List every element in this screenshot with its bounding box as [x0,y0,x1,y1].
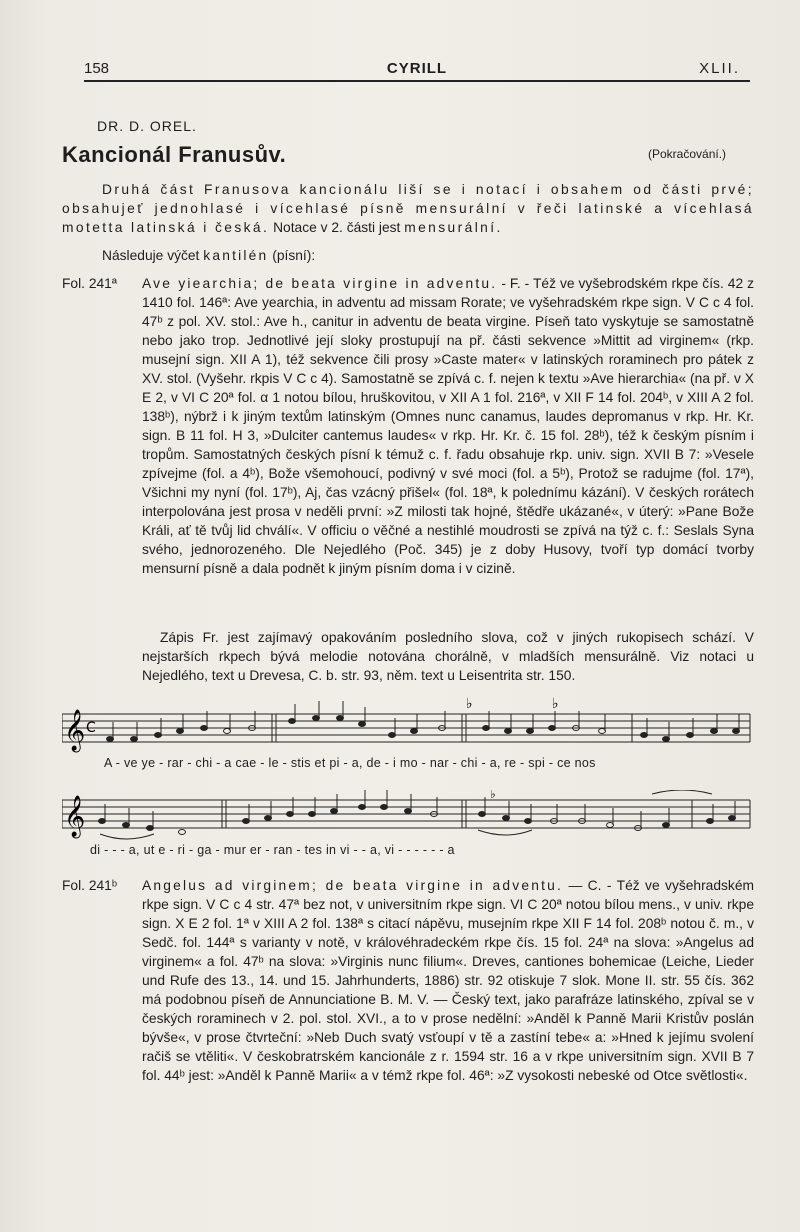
volume-number: XLII. [699,60,740,77]
entry-text [142,876,754,1085]
entry-text [142,274,754,578]
list-intro-note: (písní): [272,248,316,263]
entry-body: - F. - Též ve vyšebrodském rkpe čís. 42 z 1410 fol. 146ª: Ave yearchia, in adventu ad missam Rorate; ve vyšehradském rkpe sign. V C c 4 fol. 47ᵇ z pol. XV. stol.: Ave h., canitur in adventu de beata virgine. Píseň tato vyskytuje se samostatně nebo jako trop. Jednotlivé její sloky prostupují na př. části sekvence »Mittit ad virginem« (rkp. musejní sign. XII A 1), též sekvence čili prosy »Caste mater« v latinských roraminech pro pátek z XV. stol. (Vyšehr. rkpis V C c 4). Samostatně se zpívá c. f. nejen k textu »Ave hierarchia« (na př. v X E 2, v VI C 20ª fol. α 1 notou bílou, hruškovitou, v XII A 1 fol. 216ª, v XII F 14 fol. 204ᵇ, v XIII A 2 fol. 138ᵇ), nýbrž i k jiným textům latinským (Omnes nunc canamus, laudes depromanus v rkp. Hr. Kr. sign. B 11 fol. H 3, »Dulciter cantemus laudes« v rkp. Hr. Kr. č. 15 fol. 28ᵇ), též k českým písním i tropům. Samostatných českých písní k témuž c. f. řadu obsahuje rkp. univ. sign. XVII B 7: »Vesele zpívejme (fol. a 4ᵇ), Bože všemohoucí, podivný v své moci (fol. a 5ᵇ), Protož se radujme (fol. 17ª), Všichni my nyní (fol. 17ᵇ), Aj, čas vzácný přišel« (fol. 18ª, k polednímu kázání). V českých rorátech interpolována jest prosa v neděli první: »Z milosti tak hojné, štědře ukázané«, v úterý: »Pane Bože Králi, ať tě tvůj lid chválí«. V officiu o věčné a nestihlé moudrosti se zpívá na týž c. f.: Seslals Syna svého, jednorozeného. Dle Nejedlého (Poč. 345) je z doby Husovy, tvoří typ domácí tvorby mensurní písně a dala podnět k jiným písním doma i v cizině. [142,276,755,576]
treble-clef-icon: 𝄞 [64,710,86,751]
entry-body: — C. - Též ve vyšehradském rkpe sign. V C c 4 str. 47ª bez not, v universitním rkpe sign. VI C 20ª notou bílou mens., v univ. rkpe sign. X E 2 fol. 1ª v XIII A 2 fol. 138ª s citací nápěvu, musejním rkpe XII F 14 fol. 208ᵇ notou č. m., v Sedč. fol. 144ª s varianty v notě, v královéhradeckém rkpe čís. 15 fol. 24ª na slova: »Angelus ad virginem« a fol. 47ᵇ na slova: »Virginis nunc filium«. Dreves, cantiones bohemicae (Leiche, Lieder und Rufe des 13., 14. und 15. Jahrhunderts, 1886) str. 92 otiskuje 7 slok. Mone II. str. 55 čís. 362 má podobnou píseň de Annunciatione B. M. V. — Český text, jako parafráze latinského, zpíval se v českých roraminech v 2. pol. stol. XVI., a to v prose nedělní: »Anděl k Panně Marii Kristův poslán bývše«, v prose čtvrteční: »Neb Duch svatý vsťoupí v tě a zastíní tebe« a: »Hned k jejímu svolení račiš se vtěliti«. V českobratrském kancionále z r. 1594 str. 16 a v rkpe universitním sign. XVII B 7 fol. 44ᵇ jest: »Anděl k Panně Marii« a v témž rkpe fol. 46ª: »Z vysokosti nebeské od Otce světlosti«. [142,878,754,1083]
list-intro [62,246,754,265]
svg-text:C: C [86,720,96,736]
zapis-text: Zápis Fr. jest zajímavý opakováním posledního slova, což v jiných rukopisech schází. V nejstarších rkpech bývá melodie notována chorálně, v mladších mensurálně. Viz notaci u Nejedlého, text u Drevesa, C. b. str. 93, něm. text u Leisentrita str. 150. [142,630,754,683]
entry-title: Angelus ad virginem; de beata virgine in adventu. [142,878,564,893]
page-number: 158 [84,60,110,77]
entry-fol-241a [62,274,754,578]
treble-clef-icon: 𝄞 [64,796,86,837]
intro-text: Druhá část Franusova kancionálu liší se i notací i obsahem od části prvé; obsahujeť jednohlasé i vícehlasé písně mensurální v řeči latinské a vícehlasá motetta latinská i česká. [62,182,754,235]
lyrics-line-1: A - ve ye - rar - chi - a cae - le - stis et pi - a, de - i mo - nar - chi - a, re - spi - ce nos [104,756,596,770]
entry-label: Fol. 241ª [62,276,117,291]
flat-icon: ♭ [466,696,473,712]
entry-label: Fol. 241ᵇ [62,878,118,893]
intro-paragraph [62,180,754,237]
intro-notation: Notace v 2. části jest [273,220,401,235]
intro-mensural: mensurální. [404,220,503,235]
journal-title: CYRILL [386,60,448,77]
list-intro-text: Následuje výčet [102,248,200,263]
flat-icon: ♭ [552,696,559,712]
entry-title: Ave yiearchia; de beata virgine in adventu. [142,276,498,291]
music-staff-2 [62,790,752,846]
list-intro-term: kantilén [203,248,269,263]
music-staff-1 [62,694,752,756]
running-header [84,60,750,82]
zapis-paragraph [62,628,754,685]
lyrics-line-2: di - - - a, ut e - ri - ga - mur er - ran - tes in vi - - a, vi - - - - - - a [90,843,455,857]
flat-icon: ♭ [490,790,496,801]
entry-fol-241b [62,876,754,1085]
article-author: DR. D. OREL. [97,118,197,134]
continued-note: (Pokračování.) [648,147,727,161]
article-title: Kancionál Franusův. [62,142,287,167]
